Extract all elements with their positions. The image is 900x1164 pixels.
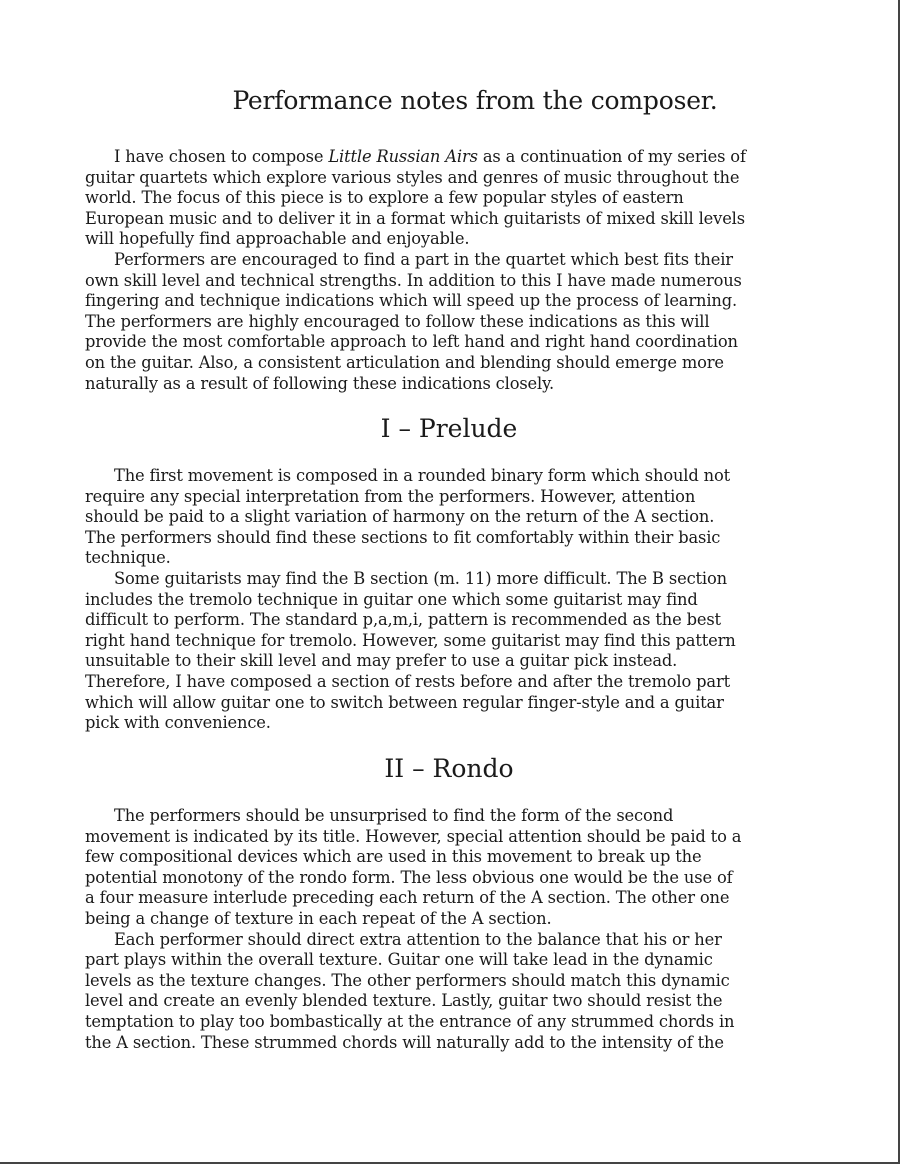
text-line: part plays within the overall texture. Guitar one will take lead in the dynamic (85, 950, 713, 970)
text-line: The performers are highly encouraged to follow these indications as this will (85, 311, 710, 331)
text-line: the A section. These strummed chords will naturally add to the intensity of the (85, 1032, 724, 1052)
text-line: which will allow guitar one to switch between regular finger-style and a guitar (85, 692, 724, 712)
rondo-paragraph-1 (85, 806, 830, 930)
text-line: level and create an evenly blended texture. Lastly, guitar two should resist the (85, 991, 723, 1011)
text-line: own skill level and technical strengths. In addition to this I have made numerous (85, 270, 742, 290)
text-line: The first movement is composed in a rounded binary form which should not (114, 466, 731, 485)
text-line: fingering and technique indications which will speed up the process of learning. (85, 291, 738, 311)
text-line: guitar quartets which explore various styles and genres of music throughout the (85, 167, 740, 187)
text-line: unsuitable to their skill level and may prefer to use a guitar pick instead. (85, 651, 678, 671)
rondo-heading: II – Rondo (384, 754, 514, 783)
text-line: Performers are encouraged to find a part in the quartet which best fits their (114, 249, 733, 269)
text-line: right hand technique for tremolo. However, some guitarist may find this pattern (85, 630, 736, 650)
page-title: Performance notes from the composer. (232, 86, 718, 115)
text-line: The performers should find these sections to fit comfortably within their basic (85, 527, 721, 547)
text-line: temptation to play too bombastically at the entrance of any strummed chords in (85, 1011, 735, 1031)
intro-paragraph-2 (85, 250, 830, 394)
text-line: Therefore, I have composed a section of rests before and after the tremolo part (85, 671, 730, 691)
text-line: includes the tremolo technique in guitar one which some guitarist may find (85, 589, 698, 609)
text-line: The performers should be unsurprised to find the form of the second (114, 806, 674, 825)
rondo-paragraph-2 (85, 930, 830, 1054)
intro-section (85, 147, 830, 394)
text-run: as a continuation of my series of (477, 147, 746, 166)
intro-paragraph-1 (85, 147, 830, 250)
text-line: technique. (85, 548, 171, 568)
text-line: potential monotony of the rondo form. The less obvious one would be the use of (85, 867, 733, 887)
text-line: Some guitarists may find the B section (m. 11) more difficult. The B section (114, 568, 727, 588)
text-line: world. The focus of this piece is to explore a few popular styles of eastern (85, 188, 684, 208)
text-line: require any special interpretation from the performers. However, attention (85, 486, 696, 506)
text-line: a four measure interlude preceding each return of the A section. The other one (85, 888, 730, 908)
prelude-section (85, 466, 830, 734)
text-line: European music and to deliver it in a format which guitarists of mixed skill levels (85, 208, 745, 228)
text-line: provide the most comfortable approach to left hand and right hand coordination (85, 332, 738, 352)
text-line (85, 147, 830, 168)
text-line: difficult to perform. The standard p,a,m,i, pattern is recommended as the best (85, 610, 721, 630)
text-run: I have chosen to compose (114, 147, 329, 166)
rondo-section (85, 806, 830, 1053)
text-line: levels as the texture changes. The other performers should match this dynamic (85, 970, 730, 990)
piece-title-italic: Little Russian Airs (328, 147, 478, 166)
text-line: pick with convenience. (85, 713, 271, 733)
text-line: being a change of texture in each repeat of the A section. (85, 908, 552, 928)
text-line: movement is indicated by its title. However, special attention should be paid to a (85, 826, 742, 846)
text-line: few compositional devices which are used in this movement to break up the (85, 847, 702, 867)
prelude-paragraph-2 (85, 569, 830, 734)
text-line: naturally as a result of following these indications closely. (85, 373, 555, 393)
prelude-paragraph-1 (85, 466, 830, 569)
prelude-heading: I – Prelude (380, 414, 518, 443)
text-line: will hopefully find approachable and enjoyable. (85, 229, 470, 249)
text-line: should be paid to a slight variation of harmony on the return of the A section. (85, 507, 715, 527)
text-line: on the guitar. Also, a consistent articulation and blending should emerge more (85, 352, 724, 372)
text-line: Each performer should direct extra attention to the balance that his or her (114, 929, 722, 949)
